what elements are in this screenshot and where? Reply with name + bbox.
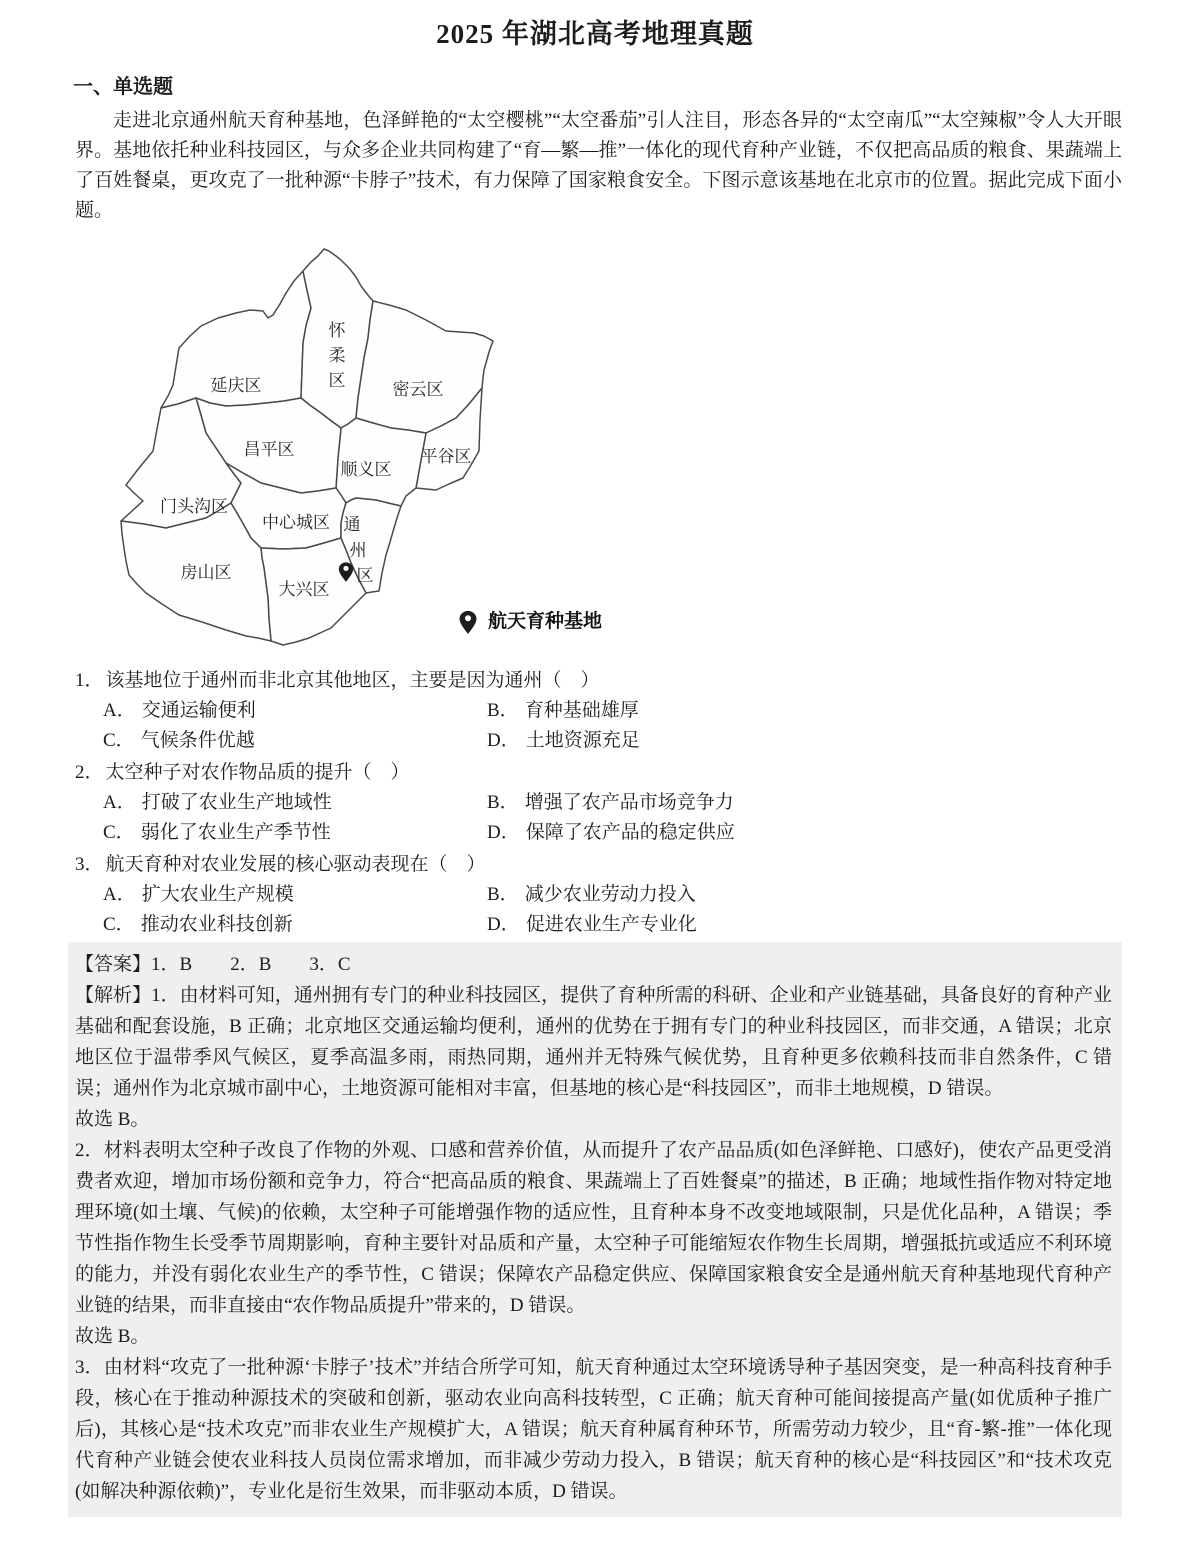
map-legend (460, 609, 603, 634)
district-label-shunyi: 顺义区 (340, 460, 392, 479)
option-b: B． 育种基础雄厚 (487, 700, 639, 721)
svg-text:州: 州 (349, 541, 367, 560)
section-heading: 一、单选题 (73, 76, 173, 98)
question-item (75, 758, 1122, 848)
question-stem: 3． 航天育种对农业发展的核心驱动表现在（ ） (75, 854, 486, 875)
district-label-pinggu: 平谷区 (420, 447, 472, 466)
passage-text: 走进北京通州航天育种基地，色泽鲜艳的“太空樱桃”“太空番茄”引人注目，形态各异的“太空南瓜”“太空辣椒”令人大开眼界。基地依托种业科技园区，与众多企业共同构建了“育—繁—推”一体化的现代育种产业链，不仅把高品质的粮食、果蔬端上了百姓餐桌，更攻克了一批种源“卡脖子”技术，有力保障了国家粮食安全。下图示意该基地在北京市的位置。据此完成下面小题。 (75, 110, 1122, 221)
option-c: C． 推动农业科技创新 (103, 914, 293, 935)
option-d: D． 保障了农产品的稳定供应 (487, 822, 735, 843)
map-pin-icon (460, 611, 477, 634)
question-stem: 1． 该基地位于通州而非北京其他地区，主要是因为通州（ ） (75, 670, 600, 691)
district-label-huairou (329, 321, 347, 390)
district-label-daxing: 大兴区 (278, 580, 330, 599)
svg-text:怀: 怀 (328, 321, 346, 340)
analysis-label: 【解析】 (75, 985, 152, 1006)
district-label-miyun: 密云区 (392, 380, 444, 399)
option-a: A． 打破了农业生产地域性 (103, 792, 332, 813)
svg-text:区: 区 (356, 566, 374, 585)
analysis-paragraph: 2．材料表明太空种子改良了作物的外观、口感和营养价值，从而提升了农产品品质(如色泽鲜艳、口感好)，使农产品更受消费者欢迎，增加市场份额和竞争力，符合“把高品质的粮食、果蔬端上了百姓餐桌”的描述，B 正确；地域性指作物对特定地理环境(如土壤、气候)的依赖，太空种子可能增强作物的适应性，且育种本身不改变地域限制，只是优化品种，A 错误；季节性指作物生长受季节周期影响，育种主要针对品质和产量，太空种子可能缩短农作物生长周期，增强抵抗或适应不利环境的能力，并没有弱化农业生产的季节性，C 错误；保障农产品稳定供应、保障国家粮食安全是通州航天育种基地现代育种产业链的结果，而非直接由“农作物品质提升”带来的，D 错误。 (75, 1140, 1112, 1316)
question-number: 2． (75, 762, 104, 783)
analysis-conclusion: 故选 B。 (75, 1326, 150, 1347)
option-c: C． 弱化了农业生产季节性 (103, 822, 331, 843)
option-grid (103, 788, 1122, 848)
option-grid (103, 880, 1122, 940)
question-number: 3． (75, 854, 104, 875)
question-stem: 2． 太空种子对农作物品质的提升（ ） (75, 762, 410, 783)
question-item (75, 850, 1122, 940)
analysis-paragraph: 3．由材料“攻克了一批种源‘卡脖子’技术”并结合所学可知，航天育种通过太空环境诱导种子基因突变，是一种高科技育种手段，核心在于推动种源技术的突破和创新，驱动农业向高科技转型，C 正确；航天育种可能间接提高产量(如优质种子推广后)，其核心是“技术攻克”而非农业生产规模扩大，A 错误；航天育种属育种环节，所需劳动力较少，且“育-繁-推”一体化现代育种产业链会使农业科技人员岗位需求增加，而非减少劳动力投入，B 错误；航天育种的核心是“科技园区”和“技术攻克(如解决种源依赖)”，专业化是衍生效果，而非驱动本质，D 错误。 (75, 1357, 1112, 1502)
option-a: A． 扩大农业生产规模 (103, 884, 294, 905)
question-item (75, 666, 1122, 756)
svg-text:通: 通 (343, 515, 361, 534)
option-c: C． 气候条件优越 (103, 730, 255, 751)
legend-label: 航天育种基地 (488, 611, 603, 632)
option-b: B． 增强了农产品市场竞争力 (487, 792, 734, 813)
answer-item: 3．C (309, 954, 351, 975)
question-number: 1． (75, 670, 104, 691)
answer-analysis-block (68, 942, 1122, 1517)
analysis-conclusion: 故选 B。 (75, 1109, 150, 1130)
option-d: D． 促进农业生产专业化 (487, 914, 697, 935)
svg-text:区: 区 (328, 371, 346, 390)
page-title: 2025 年湖北高考地理真题 (436, 19, 754, 49)
option-a: A． 交通运输便利 (103, 700, 256, 721)
option-d: D． 土地资源充足 (487, 730, 640, 751)
beijing-district-map (106, 248, 654, 660)
district-label-central: 中心城区 (262, 513, 330, 532)
district-label-changping: 昌平区 (243, 440, 295, 459)
question-list (75, 666, 1122, 940)
answer-item: 2．B (230, 954, 272, 975)
analysis-paragraph: 【解析】1．由材料可知，通州拥有专门的种业科技园区，提供了育种所需的科研、企业和产业链基础，具备良好的育种产业基础和配套设施，B 正确；北京地区交通运输均便利，通州的优势在于拥有专门的种业科技园区，而非交通，A 错误；北京地区位于温带季风气候区，夏季高温多雨，雨热同期，通州并无特殊气候优势，且育种更多依赖科技而非自然条件，C 错误；通州作为北京城市副中心，土地资源可能相对丰富，但基地的核心是“科技园区”，而非土地规模，D 错误。 (75, 985, 1112, 1099)
district-label-mentougou: 门头沟区 (160, 497, 228, 516)
answer-line (75, 949, 1112, 980)
svg-text:柔: 柔 (328, 346, 346, 365)
district-label-fangshan: 房山区 (180, 563, 232, 582)
answer-label: 【答案】 (75, 954, 152, 975)
option-grid (103, 696, 1122, 756)
district-label-yanqing: 延庆区 (210, 376, 262, 395)
option-b: B． 减少农业劳动力投入 (487, 884, 696, 905)
answer-item: 1．B (151, 954, 193, 975)
